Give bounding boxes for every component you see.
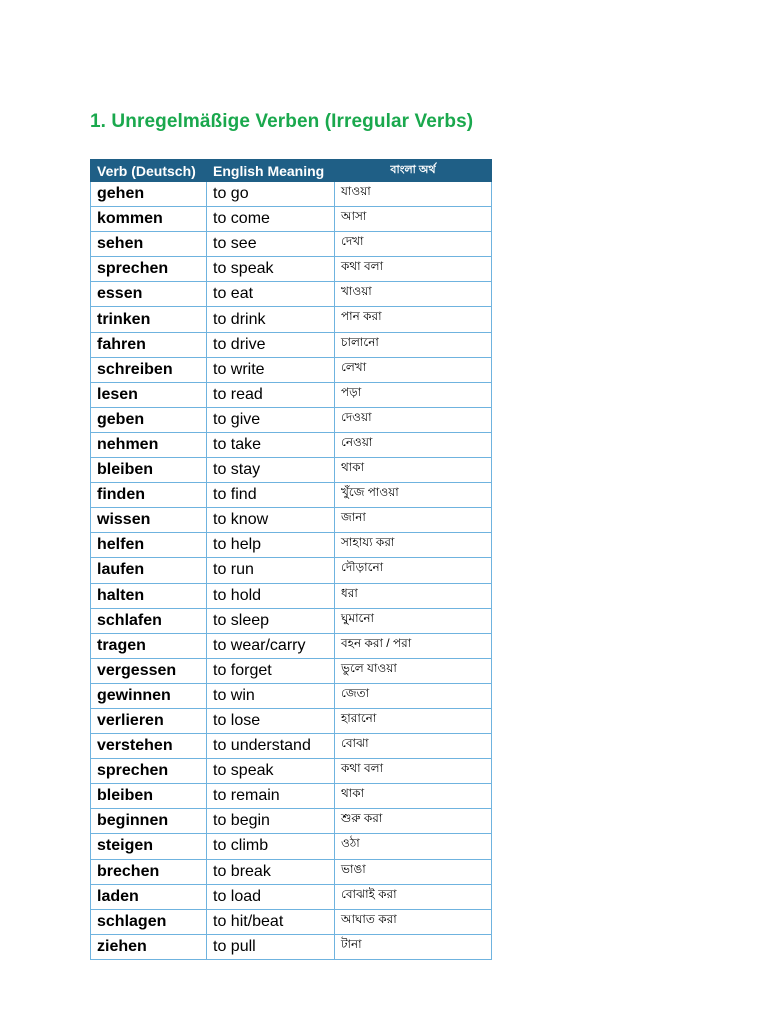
- verb-german-cell: finden: [91, 483, 207, 508]
- verb-english-cell: to stay: [207, 458, 335, 483]
- verb-bangla-cell: ভুলে যাওয়া: [335, 658, 492, 683]
- verb-bangla-cell: শুরু করা: [335, 809, 492, 834]
- table-row: [91, 658, 492, 683]
- verb-bangla-cell: ঘুমানো: [335, 608, 492, 633]
- verb-english-cell: to break: [207, 859, 335, 884]
- verb-german-cell: essen: [91, 282, 207, 307]
- verb-english-cell: to lose: [207, 708, 335, 733]
- verb-german-cell: sehen: [91, 232, 207, 257]
- verbs-table-body: [91, 182, 492, 960]
- verb-bangla-cell: নেওয়া: [335, 432, 492, 457]
- verb-english-cell: to go: [207, 182, 335, 207]
- verb-german-cell: trinken: [91, 307, 207, 332]
- table-row: [91, 909, 492, 934]
- verb-english-cell: to come: [207, 207, 335, 232]
- verb-bangla-cell: কথা বলা: [335, 257, 492, 282]
- verb-bangla-cell: ধরা: [335, 583, 492, 608]
- verb-german-cell: vergessen: [91, 658, 207, 683]
- verb-bangla-cell: খাওয়া: [335, 282, 492, 307]
- table-row: [91, 683, 492, 708]
- verb-german-cell: nehmen: [91, 432, 207, 457]
- verb-german-cell: kommen: [91, 207, 207, 232]
- verb-german-cell: schreiben: [91, 357, 207, 382]
- verb-english-cell: to see: [207, 232, 335, 257]
- verb-german-cell: fahren: [91, 332, 207, 357]
- verb-english-cell: to drive: [207, 332, 335, 357]
- table-row: [91, 759, 492, 784]
- table-row: [91, 633, 492, 658]
- verb-german-cell: steigen: [91, 834, 207, 859]
- table-row: [91, 508, 492, 533]
- table-row: [91, 483, 492, 508]
- verb-german-cell: gewinnen: [91, 683, 207, 708]
- verb-bangla-cell: পড়া: [335, 382, 492, 407]
- table-row: [91, 734, 492, 759]
- verb-bangla-cell: ওঠা: [335, 834, 492, 859]
- verb-german-cell: sprechen: [91, 257, 207, 282]
- verb-german-cell: beginnen: [91, 809, 207, 834]
- table-row: [91, 934, 492, 959]
- verb-bangla-cell: চালানো: [335, 332, 492, 357]
- verb-english-cell: to pull: [207, 934, 335, 959]
- table-row: [91, 809, 492, 834]
- verb-bangla-cell: আসা: [335, 207, 492, 232]
- verb-bangla-cell: খুঁজে পাওয়া: [335, 483, 492, 508]
- table-row: [91, 357, 492, 382]
- verb-bangla-cell: ভাঙা: [335, 859, 492, 884]
- verb-german-cell: lesen: [91, 382, 207, 407]
- verb-german-cell: tragen: [91, 633, 207, 658]
- verb-bangla-cell: যাওয়া: [335, 182, 492, 207]
- verb-bangla-cell: কথা বলা: [335, 759, 492, 784]
- table-row: [91, 859, 492, 884]
- verb-bangla-cell: বোঝা: [335, 734, 492, 759]
- verb-bangla-cell: বহন করা / পরা: [335, 633, 492, 658]
- table-row: [91, 232, 492, 257]
- verb-bangla-cell: জেতা: [335, 683, 492, 708]
- verb-german-cell: geben: [91, 407, 207, 432]
- verb-english-cell: to understand: [207, 734, 335, 759]
- header-bangla-meaning: বাংলা অর্থ: [335, 160, 492, 182]
- verb-english-cell: to forget: [207, 658, 335, 683]
- verb-bangla-cell: হারানো: [335, 708, 492, 733]
- verb-bangla-cell: দেওয়া: [335, 407, 492, 432]
- table-row: [91, 834, 492, 859]
- verb-bangla-cell: থাকা: [335, 458, 492, 483]
- table-row: [91, 332, 492, 357]
- header-english-meaning: English Meaning: [207, 160, 335, 182]
- verb-german-cell: schlagen: [91, 909, 207, 934]
- irregular-verbs-table: [90, 159, 492, 960]
- table-row: [91, 458, 492, 483]
- table-row: [91, 784, 492, 809]
- verb-german-cell: gehen: [91, 182, 207, 207]
- verb-english-cell: to drink: [207, 307, 335, 332]
- verb-english-cell: to sleep: [207, 608, 335, 633]
- table-header-row: [91, 160, 492, 182]
- verb-german-cell: sprechen: [91, 759, 207, 784]
- table-row: [91, 307, 492, 332]
- verb-bangla-cell: আঘাত করা: [335, 909, 492, 934]
- table-row: [91, 558, 492, 583]
- table-row: [91, 533, 492, 558]
- verb-english-cell: to remain: [207, 784, 335, 809]
- table-row: [91, 282, 492, 307]
- verb-english-cell: to wear/carry: [207, 633, 335, 658]
- verb-english-cell: to hit/beat: [207, 909, 335, 934]
- verb-english-cell: to run: [207, 558, 335, 583]
- verb-english-cell: to write: [207, 357, 335, 382]
- table-row: [91, 407, 492, 432]
- verb-german-cell: schlafen: [91, 608, 207, 633]
- verb-german-cell: wissen: [91, 508, 207, 533]
- verb-german-cell: verlieren: [91, 708, 207, 733]
- table-row: [91, 583, 492, 608]
- table-row: [91, 432, 492, 457]
- verb-bangla-cell: জানা: [335, 508, 492, 533]
- verb-bangla-cell: দৌড়ানো: [335, 558, 492, 583]
- verb-bangla-cell: বোঝাই করা: [335, 884, 492, 909]
- verb-english-cell: to win: [207, 683, 335, 708]
- verb-english-cell: to eat: [207, 282, 335, 307]
- verb-german-cell: ziehen: [91, 934, 207, 959]
- verb-bangla-cell: থাকা: [335, 784, 492, 809]
- verb-english-cell: to climb: [207, 834, 335, 859]
- verb-english-cell: to hold: [207, 583, 335, 608]
- verb-bangla-cell: দেখা: [335, 232, 492, 257]
- verb-english-cell: to find: [207, 483, 335, 508]
- table-row: [91, 608, 492, 633]
- header-verb-deutsch: Verb (Deutsch): [91, 160, 207, 182]
- table-row: [91, 382, 492, 407]
- verb-english-cell: to load: [207, 884, 335, 909]
- verb-english-cell: to speak: [207, 759, 335, 784]
- verb-bangla-cell: সাহায্য করা: [335, 533, 492, 558]
- verb-german-cell: verstehen: [91, 734, 207, 759]
- table-row: [91, 257, 492, 282]
- verb-bangla-cell: লেখা: [335, 357, 492, 382]
- verb-german-cell: laufen: [91, 558, 207, 583]
- verb-english-cell: to know: [207, 508, 335, 533]
- verb-german-cell: halten: [91, 583, 207, 608]
- verb-bangla-cell: টানা: [335, 934, 492, 959]
- verb-english-cell: to help: [207, 533, 335, 558]
- table-row: [91, 207, 492, 232]
- verb-german-cell: brechen: [91, 859, 207, 884]
- verb-bangla-cell: পান করা: [335, 307, 492, 332]
- page-heading: 1. Unregelmäßige Verben (Irregular Verbs): [90, 111, 474, 132]
- verb-german-cell: bleiben: [91, 784, 207, 809]
- table-row: [91, 708, 492, 733]
- verb-german-cell: bleiben: [91, 458, 207, 483]
- table-row: [91, 884, 492, 909]
- verb-english-cell: to speak: [207, 257, 335, 282]
- verb-german-cell: laden: [91, 884, 207, 909]
- verb-german-cell: helfen: [91, 533, 207, 558]
- verb-english-cell: to begin: [207, 809, 335, 834]
- verb-english-cell: to read: [207, 382, 335, 407]
- verb-english-cell: to take: [207, 432, 335, 457]
- verb-english-cell: to give: [207, 407, 335, 432]
- table-row: [91, 182, 492, 207]
